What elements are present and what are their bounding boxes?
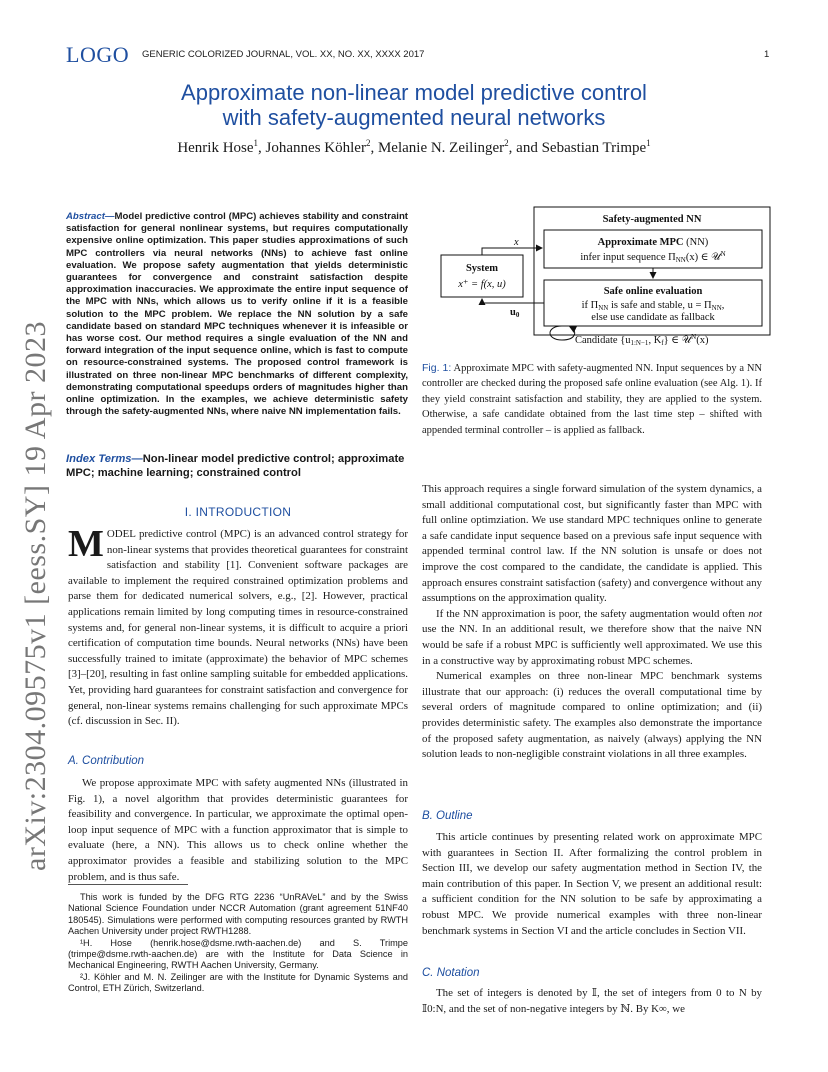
journal-logo: LOGO [66,42,130,67]
safe-eval-title: Safe online evaluation [603,286,703,297]
caption-text: Approximate MPC with safety-augmented NN. Input sequences by a NN controller are checked during the proposed safe online evaluation (see Alg. 1). If they yield constraint satisfaction and stability, they are applied to the system. Otherwise, a safe candidate obtained from the last time step – shifted with appended terminal controller – is applied as fallback. [422,363,762,436]
contribution-paragraph: We propose approximate MPC with safety augmented NNs (illustrated in Fig. 1), a novel algorithm that provides deterministic guarantees for feasibility and convergence. In particular, we approximate the optimal open-loop input sequence of MPC with a function approximator that is simple to evaluate (here, a NN). This allows us to check online whether the approximator provides a feasible and stabilizing solution to the MPC problem, and is thus safe. [68,777,408,883]
footnote-divider [68,884,188,885]
state-label: x [514,237,519,248]
footnote-funding: This work is funded by the DFG RTG 2236 “UnRAVeL” and by the Swiss National Science Foundation under NCCR Automation (grant agreement 51NF40 180545). Simulations were performed with computing resources granted by RWTH Aachen University under project RWTH1288. [68,892,408,937]
approx-mpc-title: Approximate MPC (NN) [597,237,709,248]
right-column-text [422,482,762,763]
right-paragraph-2: If the NN approximation is poor, the safety augmentation would often not use the NN. In an additional result, we therefore show that the naive NN would be safe if a robust MPC is sufficiently well approximated. We use this in a constructive way by approximating robust MPC schemes. [422,607,762,667]
index-terms-label: Index Terms— [66,453,143,465]
title-line-2: with safety-augmented neural networks [222,105,606,130]
system-equation: x⁺ = f(x, u) [458,279,506,290]
system-box [441,255,523,297]
safe-eval-condition: if ΠNN is safe and stable, u = ΠNN, [581,300,725,312]
affil-3: 2 [504,138,509,148]
affil-2: 2 [365,138,371,148]
system-title: System [465,263,499,274]
input-label: u0 [510,307,520,319]
page-number: 1 [764,49,770,60]
safe-eval-fallback: else use candidate as fallback [591,312,715,323]
section-heading-introduction: I. INTRODUCTION [184,505,292,519]
paper-title [114,80,714,130]
outline-paragraph: This article continues by presenting related work on approximate MPC with guarantees in Section II. After formalizing the control problem in Section III, we develop our safety augmentation method in Section IV, the main contribution of this paper. In Section V, we present an additional result: a sufficient condition for the NN solution to be safe by approximating a robust MPC. We provide numerical examples with three non-linear benchmark systems in Section VI and the article concludes in Section VII. [422,831,762,937]
outline-text [422,830,762,939]
abstract-label: Abstract— [66,211,115,222]
author-1: Henrik Hose [177,140,254,156]
affil-1: 1 [253,138,259,148]
safety-augmented-title: Safety-augmented NN [602,214,702,225]
subsection-heading-notation: C. Notation [422,967,480,979]
input-arrow [482,299,544,303]
abstract [66,211,408,418]
subsection-heading-contribution: A. Contribution [68,755,145,767]
footnotes [68,892,408,995]
right-paragraph-3: Numerical examples on three non-linear MPC benchmark systems illustrate that our approach: (i) reduces the overall computational time by several orders of magnitude compared to online optimization; and (ii) provides deterministic safety. The examples also demonstrate the importance of the proposed safety augmentation, as naively (always) applying the NN solution leads to non-negligible constraint violations in all three examples. [422,670,762,761]
author-3: , Melanie N. Zeilinger [370,140,505,156]
subsection-heading-outline: B. Outline [422,810,473,822]
index-terms-text: Non-linear model predictive control; approximate MPC; machine learning; constrained control [66,453,405,479]
notation-paragraph: The set of integers is denoted by 𝕀, the set of integers from 0 to N by 𝕀0:N, and the set of non-negative integers by ℕ. By K∞, we [422,987,762,1015]
contribution-text [68,776,408,885]
notation-text [422,986,762,1017]
abstract-text: Model predictive control (MPC) achieves stability and constraint satisfaction for general nonlinear systems, but requires computationally expensive online optimization. This paper studies approximations of such MPC controllers via neural networks (NNs) to achieve fast online evaluation. We propose safety augmentation that yields deterministic guarantees for convergence and constraint satisfaction despite approximation inaccuracies. We approximate the entire input sequence of the MPC with NNs, which allows us to verify online if it is a feasible solution to the MPC problem. We replace the NN solution by a safe candidate based on standard MPC techniques whenever it is infeasible or has worse cost. Our method requires a single evaluation of the NN and forward integration of the input sequence online, which is fast to compute on resource-constrained systems. The proposed control framework is illustrated on three non-linear MPC benchmarks of different complexity, demonstrating computational speedups orders of magnitudes higher than online optimization. In the examples, we achieve deterministic safety through the safety-augmented NNs, where naive NN implementation fails. [66,211,408,418]
author-4: , and Sebastian Trimpe [508,140,647,156]
arxiv-stamp: arXiv:2304.09575v1 [eess.SY] 19 Apr 2023 [19,321,52,871]
state-arrow [482,248,542,255]
intro-paragraph: ODEL predictive control (MPC) is an advanced control strategy for non-linear systems that provides theoretical guarantees for constraint satisfaction and stability [1]. Convenient software packages are available to implement the required constrained optimization problems and parse them for dedicated numerical solvers, e.g., [2]. However, practical applications remain limited by long computing times in resource-constrained systems and, for general non-linear systems, it is difficult to acquire a priori certification of computation time bounds. Neural networks (NNs) have been successfully trained to imitate (approximate) the behavior of MPC schemes [3]–[20], resulting in fast online sampling suitable for embedded applications. Yet, providing hard guarantees for constraint satisfaction and convergence for general, non-linear systems remains challenging for such approximate MPCs (cf. discussion in Sec. II). [68,528,408,728]
caption-label: Fig. 1: [422,362,452,374]
affil-4: 1 [646,138,651,148]
journal-header: GENERIC COLORIZED JOURNAL, VOL. XX, NO. XX, XXXX 2017 [142,49,425,60]
figure-1-diagram [438,205,778,345]
drop-cap: M [68,523,104,565]
index-terms [66,452,408,480]
approx-mpc-desc: infer input sequence ΠNN(x) ∈ 𝒰$^N$ [580,250,726,264]
introduction-text [68,523,408,730]
author-2: , Johannes Köhler [258,140,366,156]
title-line-1: Approximate non-linear model predictive control [181,80,647,105]
footnote-affiliation-1: ¹H. Hose (henrik.hose@dsme.rwth-aachen.de) and S. Trimpe (trimpe@dsme.rwth-aachen.de) are with the Institute for Data Science in Mechanical Engineering, RWTH Aachen University, Germany. [68,937,408,971]
author-list [114,138,714,157]
candidate-loop-arrow [550,326,575,340]
candidate-label: Candidate {u1:N−1, Kf} ∈ 𝒰$^N$(x) [575,333,709,345]
figure-1-caption [422,361,762,438]
footnote-affiliation-2: ²J. Köhler and M. N. Zeilinger are with the Institute for Dynamic Systems and Control, ETH Zürich, Switzerland. [68,971,408,994]
right-paragraph-1: This approach requires a single forward simulation of the system dynamics, a small additional computational cost, but significantly faster than MPC with full online optimziation. We use standard MPC techniques online to generate a safe candidate input sequence based on a previous safe input sequence with appended terminal control law. If the NN solution is unsafe or does not improve the cost compared to the candidate, the candidate is applied. This approach ensures constraint satisfaction (safety) and convergence without any assumptions on the approximation quality. [422,483,762,605]
